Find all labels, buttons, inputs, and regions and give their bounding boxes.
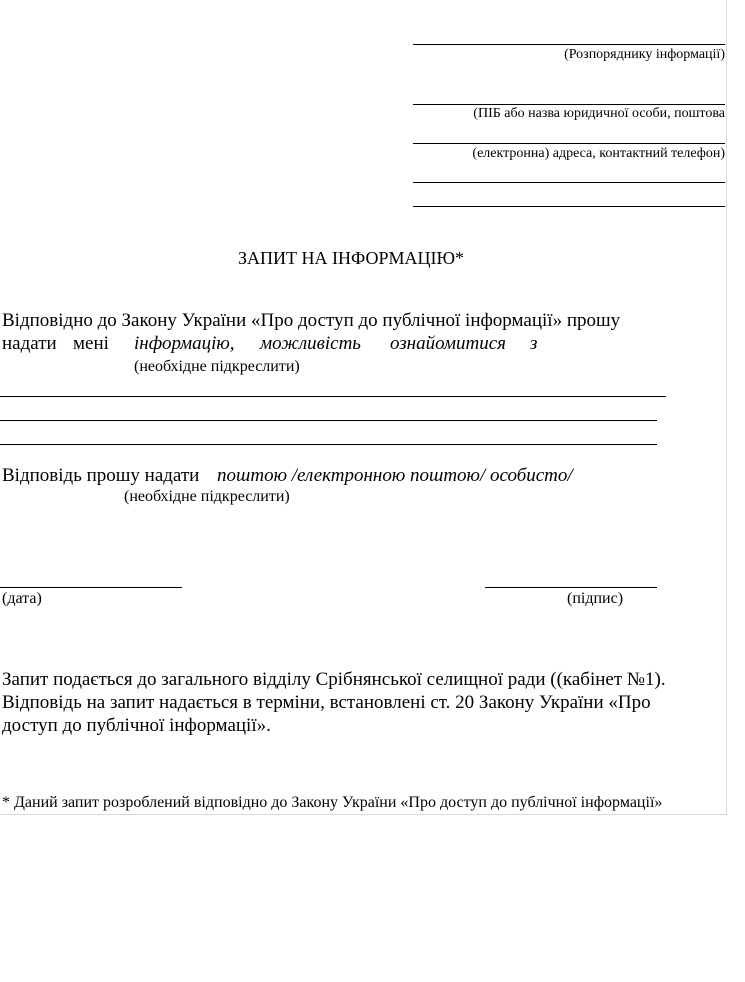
option-familiarize: ознайомитися — [390, 333, 506, 354]
document-title: ЗАПИТ НА ІНФОРМАЦІЮ* — [238, 248, 464, 268]
option-with: з — [530, 333, 538, 354]
request-line-2-me: мені — [73, 333, 109, 354]
request-line-2-start: надати — [2, 333, 57, 354]
request-line-1: Відповідно до Закону України «Про доступ до публічної інформації» прошу — [2, 310, 621, 331]
addressee-caption: (Розпоряднику інформації) — [564, 47, 725, 62]
response-hint: (необхідне підкреслити) — [124, 488, 290, 505]
submission-line-1: Запит подається до загального відділу Срібнянської селищної ради ((кабінет №1). — [2, 669, 666, 690]
requester-line-1 — [413, 104, 725, 105]
date-label: (дата) — [2, 590, 42, 607]
option-information: інформацію, — [134, 333, 235, 354]
date-line — [0, 587, 182, 588]
request-fill-line-1 — [0, 396, 666, 397]
request-hint: (необхідне підкреслити) — [134, 358, 300, 375]
grid-line-bottom — [0, 814, 727, 815]
request-fill-line-2 — [0, 420, 657, 421]
request-fill-line-3 — [0, 444, 657, 445]
response-label: Відповідь прошу надати — [2, 465, 200, 486]
submission-line-3: доступ до публічної інформації». — [2, 715, 271, 736]
requester-line-3 — [413, 182, 725, 183]
requester-caption-2: (електронна) адреса, контактний телефон) — [472, 146, 725, 161]
requester-line-2 — [413, 143, 725, 144]
signature-line — [485, 587, 657, 588]
requester-line-4 — [413, 206, 725, 207]
grid-line-right — [726, 0, 727, 815]
submission-line-2: Відповідь на запит надається в терміни, встановлені ст. 20 Закону України «Про — [2, 692, 651, 713]
addressee-line — [413, 44, 725, 45]
footnote: * Даний запит розроблений відповідно до Закону України «Про доступ до публічної інформації» — [2, 794, 663, 811]
requester-caption-1: (ПІБ або назва юридичної особи, поштова — [473, 106, 725, 121]
response-options: поштою /електронною поштою/ особисто/ — [217, 465, 573, 486]
option-possibility: можливість — [260, 333, 361, 354]
signature-label: (підпис) — [567, 590, 624, 607]
